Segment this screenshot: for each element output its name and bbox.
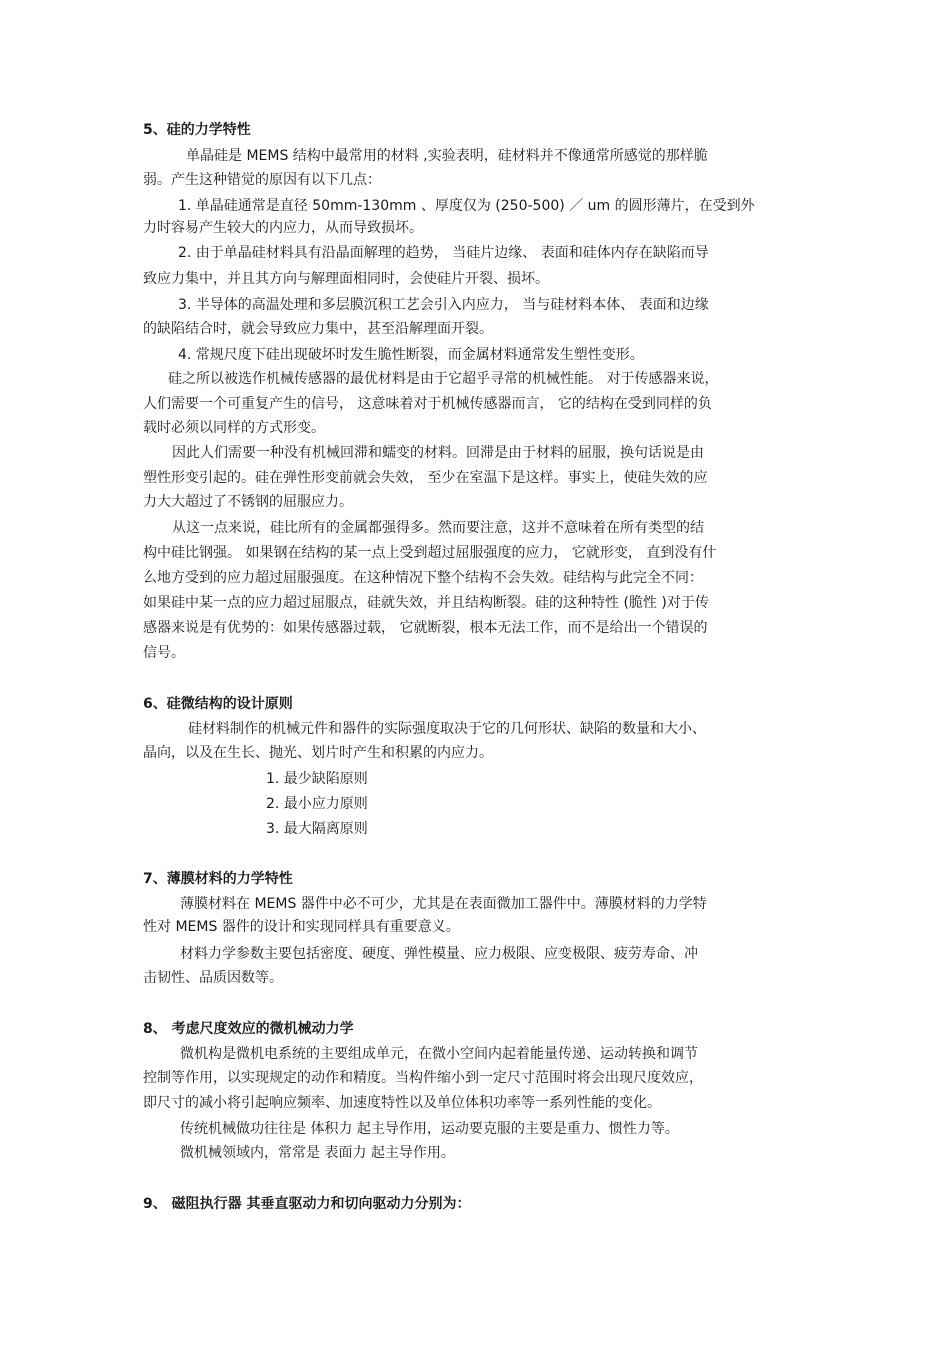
list-item: 2. 最小应力原则: [266, 796, 368, 812]
paragraph-line: 弱。产生这种错觉的原因有以下几点：: [143, 172, 381, 188]
paragraph-line: 信号。: [143, 645, 185, 661]
paragraph-line: 击韧性、品质因数等。: [143, 970, 283, 986]
heading-8: 8、 考虑尺度效应的微机械动力学: [143, 1021, 354, 1037]
paragraph-line: 么地方受到的应力超过屈服强度。在这种情况下整个结构不会失效。硅结构与此完全不同：: [143, 570, 703, 586]
paragraph-line: 单晶硅是 MEMS 结构中最常用的材料 ,实验表明，硅材料并不像通常所感觉的那样脆: [186, 148, 708, 164]
paragraph-line: 从这一点来说，硅比所有的金属都强得多。然而要注意，这并不意味着在所有类型的结: [172, 520, 704, 536]
heading-6: 6、硅微结构的设计原则: [143, 696, 293, 712]
list-item: 3. 半导体的高温处理和多层膜沉积工艺会引入内应力， 当与硅材料本体、 表面和边缘: [178, 297, 709, 313]
paragraph-line: 硅之所以被选作机械传感器的最优材料是由于它超乎寻常的机械性能。 对于传感器来说，: [168, 371, 719, 387]
heading-9: 9、 磁阻执行器 其垂直驱动力和切向驱动力分别为：: [143, 1196, 471, 1212]
paragraph-line: 载时必须以同样的方式形变。: [143, 420, 325, 436]
paragraph-line: 构中硅比钢强。 如果钢在结构的某一点上受到超过屈服强度的应力， 它就形变， 直到没有什: [143, 545, 717, 561]
paragraph-line: 传统机械做功往往是 体积力 起主导作用，运动要克服的主要是重力、惯性力等。: [180, 1121, 679, 1137]
paragraph-line: 塑性形变引起的。硅在弹性形变前就会失效， 至少在室温下是这样。事实上，使硅失效的应: [143, 470, 708, 486]
paragraph-line: 的缺陷结合时，就会导致应力集中，甚至沿解理面开裂。: [143, 321, 493, 337]
paragraph-line: 如果硅中某一点的应力超过屈服点，硅就失效，并且结构断裂。硅的这种特性 (脆性 )对于传: [143, 595, 709, 611]
paragraph-line: 硅材料制作的机械元件和器件的实际强度取决于它的几何形状、缺陷的数量和大小、: [188, 721, 706, 737]
list-item: 2. 由于单晶硅材料具有沿晶面解理的趋势， 当硅片边缘、 表面和硅体内存在缺陷而导: [178, 245, 709, 261]
paragraph-line: 控制等作用，以实现规定的动作和精度。当构件缩小到一定尺寸范围时将会出现尺度效应，: [143, 1070, 703, 1086]
paragraph-line: 因此人们需要一种没有机械回滞和蠕变的材料。回滞是由于材料的屈服，换句话说是由: [172, 445, 704, 461]
paragraph-line: 人们需要一个可重复产生的信号， 这意味着对于机械传感器而言， 它的结构在受到同样的负: [143, 396, 712, 412]
paragraph-line: 微机构是微机电系统的主要组成单元，在微小空间内起着能量传递、运动转换和调节: [180, 1046, 698, 1062]
list-item: 3. 最大隔离原则: [266, 821, 368, 837]
paragraph-line: 晶向，以及在生长、抛光、划片时产生和积累的内应力。: [143, 745, 493, 761]
list-item: 1. 最少缺陷原则: [266, 771, 368, 787]
paragraph-line: 性对 MEMS 器件的设计和实现同样具有重要意义。: [143, 919, 460, 935]
paragraph-line: 即尺寸的减小将引起响应频率、加速度特性以及单位体积功率等一系列性能的变化。: [143, 1095, 661, 1111]
paragraph-line: 力大大超过了不锈钢的屈服应力。: [143, 494, 353, 510]
paragraph-line: 力时容易产生较大的内应力，从而导致损坏。: [143, 220, 423, 236]
paragraph-line: 致应力集中，并且其方向与解理面相同时，会使硅片开裂、损坏。: [143, 271, 549, 287]
paragraph-line: 薄膜材料在 MEMS 器件中必不可少，尤其是在表面微加工器件中。薄膜材料的力学特: [180, 896, 707, 912]
list-item: 1. 单晶硅通常是直径 50mm-130mm 、厚度仅为 (250-500) ／ um 的圆形薄片，在受到外: [178, 198, 755, 214]
paragraph-line: 感器来说是有优势的：如果传感器过载， 它就断裂，根本无法工作，而不是给出一个错误的: [143, 620, 708, 636]
heading-5: 5、硅的力学特性: [143, 122, 251, 138]
paragraph-line: 微机械领域内，常常是 表面力 起主导作用。: [180, 1145, 455, 1161]
list-item: 4. 常规尺度下硅出现破坏时发生脆性断裂，而金属材料通常发生塑性变形。: [178, 347, 644, 363]
paragraph-line: 材料力学参数主要包括密度、硬度、弹性模量、应力极限、应变极限、疲劳寿命、冲: [180, 946, 698, 962]
heading-7: 7、薄膜材料的力学特性: [143, 871, 293, 887]
